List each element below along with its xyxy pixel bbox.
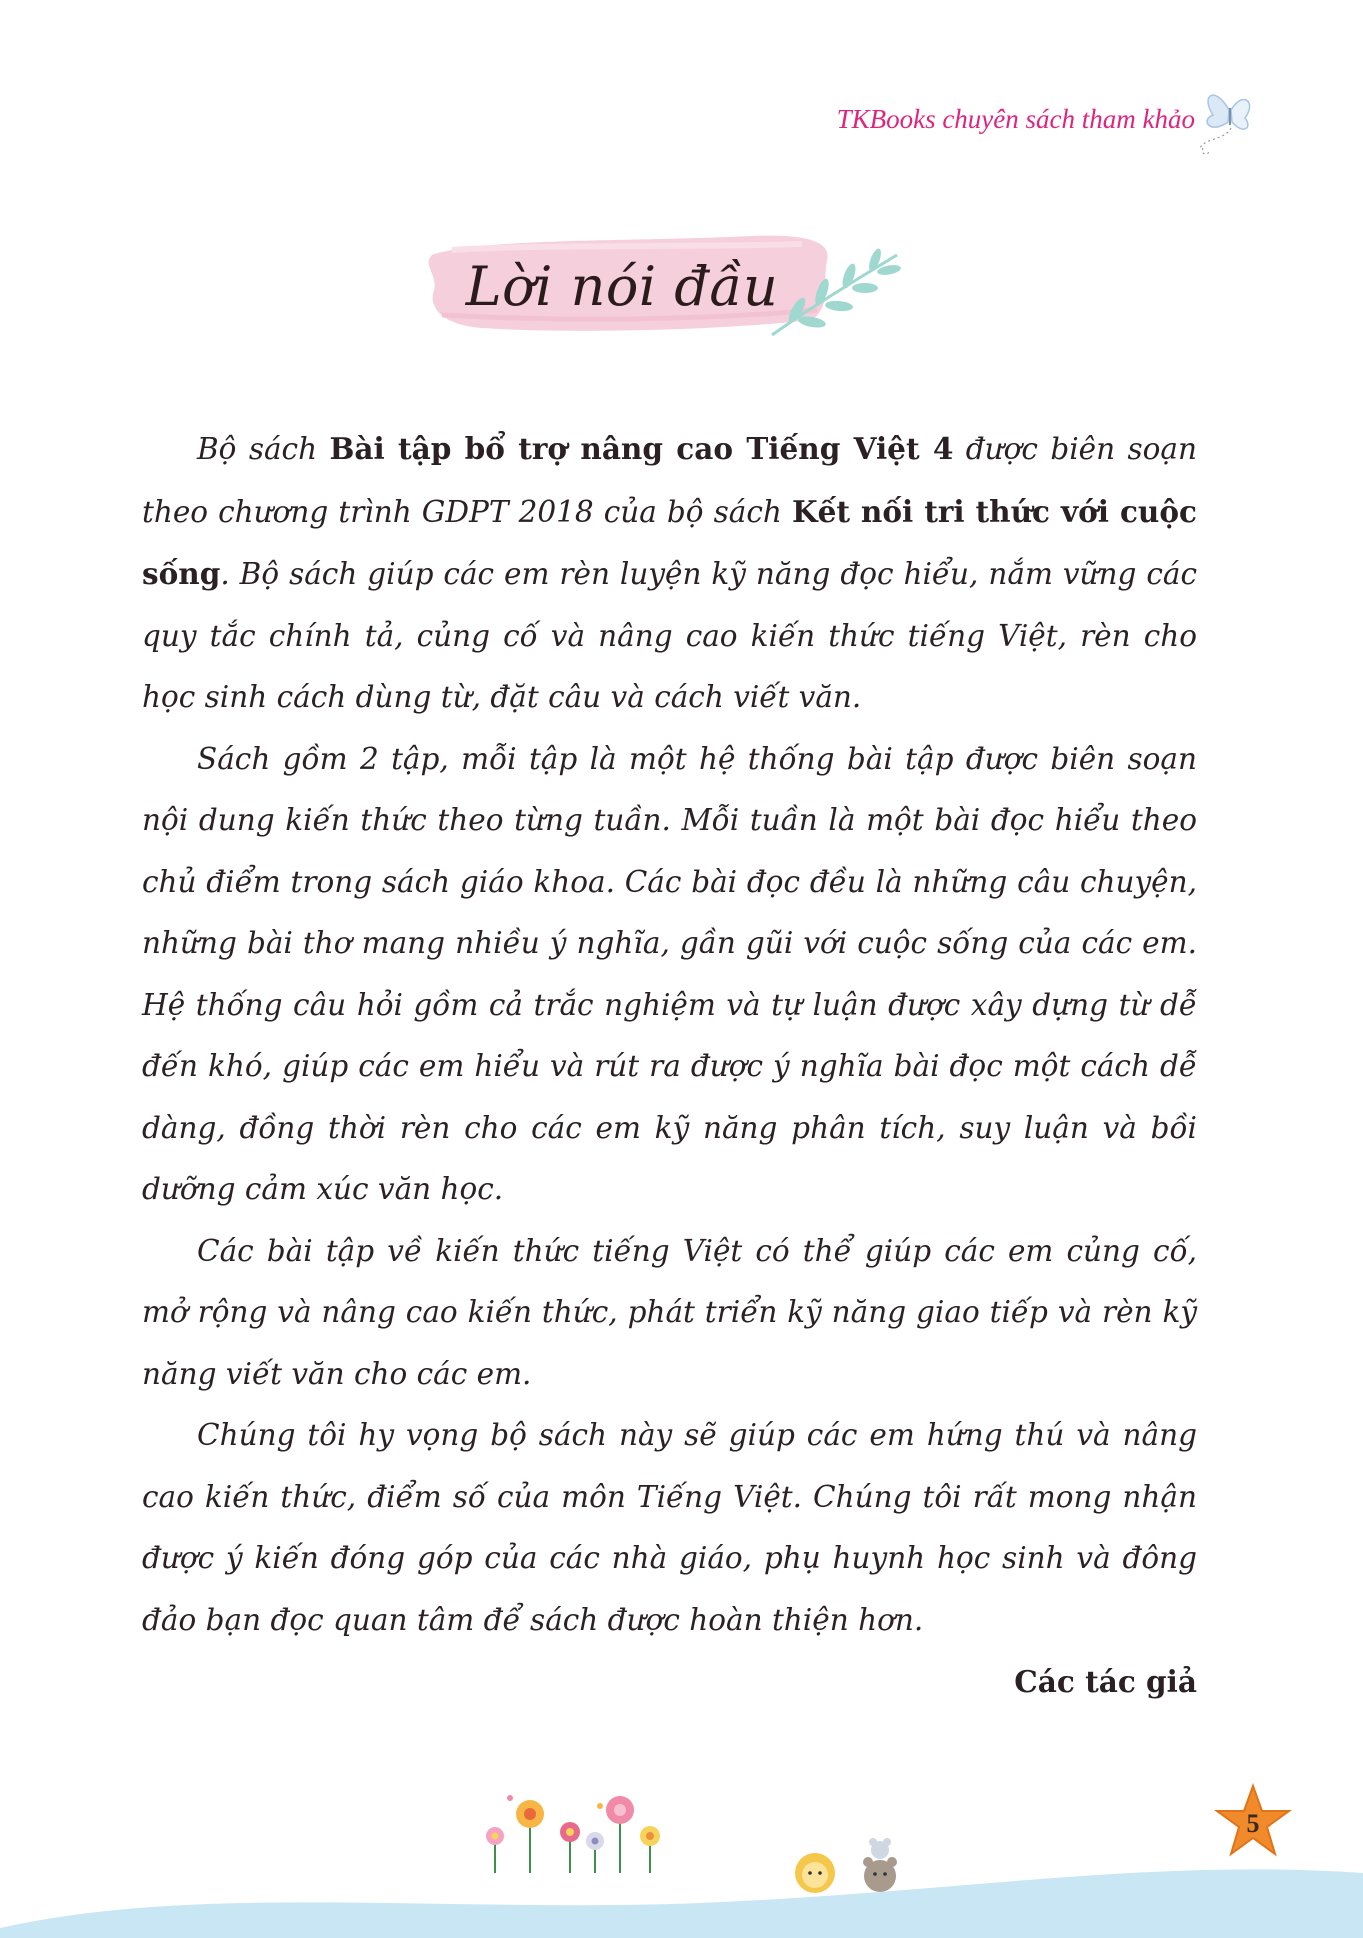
title-block bbox=[422, 230, 922, 350]
preface-body bbox=[142, 418, 1197, 1713]
lion-icon bbox=[795, 1853, 835, 1893]
page-title: Lời nói đầu bbox=[465, 255, 779, 318]
footer-wave bbox=[0, 1798, 1363, 1938]
paragraph-4: Chúng tôi hy vọng bộ sách này sẽ giúp các em hứng thú và nâng cao kiến thức, điểm số của môn Tiếng Việt. Chúng tôi rất mong nhận được ý kiến đóng góp của các nhà giáo, phụ huynh học sinh và đông đảo bạn đọc quan tâm để sách được hoàn thiện hơn. bbox=[142, 1418, 1197, 1637]
series-name-bold: Kết nối tri thức với cuộc sống bbox=[142, 493, 1198, 591]
signature: Các tác giả bbox=[1014, 1664, 1197, 1699]
paragraph-3: Các bài tập về kiến thức tiếng Việt có thể giúp các em củng cố, mở rộng và nâng cao kiến thức, phát triển kỹ năng giao tiếp và rèn kỹ năng viết văn cho các em. bbox=[142, 1233, 1197, 1391]
running-header: TKBooks chuyên sách tham khảo bbox=[836, 104, 1195, 134]
animals-decoration bbox=[790, 1828, 910, 1898]
paragraph-1: Bộ sách Bài tập bổ trợ nâng cao Tiếng Việt 4 được biên soạn theo chương trình GDPT 2018 của bộ sách Kết nối tri thức với cuộc sống. Bộ sách giúp các em rèn luyện kỹ năng đọc hiểu, nắm vững các quy tắc chính tả, củng cố và nâng cao kiến thức tiếng Việt, rèn cho học sinh cách dùng từ, đặt câu và cách viết văn. bbox=[142, 431, 1198, 714]
page-number: 5 bbox=[1246, 1809, 1260, 1838]
leaf-branch-icon bbox=[767, 240, 907, 340]
paragraph-2: Sách gồm 2 tập, mỗi tập là một hệ thống bài tập được biên soạn nội dung kiến thức theo từng tuần. Mỗi tuần là một bài đọc hiểu theo chủ điểm trong sách giáo khoa. Các bài đọc đều là những câu chuyện, những bài thơ mang nhiều ý nghĩa, gần gũi với cuộc sống của các em. Hệ thống câu hỏi gồm cả trắc nghiệm và tự luận được xây dựng từ dễ đến khó, giúp các em hiểu và rút ra được ý nghĩa bài đọc một cách dễ dàng, đồng thời rèn cho các em kỹ năng phân tích, suy luận và bồi dưỡng cảm xúc văn học. bbox=[142, 741, 1197, 1206]
bear-mouse-icon bbox=[863, 1838, 897, 1892]
flowers-decoration bbox=[480, 1788, 680, 1878]
butterfly-icon bbox=[1195, 80, 1265, 160]
book-title-bold: Bài tập bổ trợ nâng cao Tiếng Việt 4 bbox=[329, 431, 954, 466]
